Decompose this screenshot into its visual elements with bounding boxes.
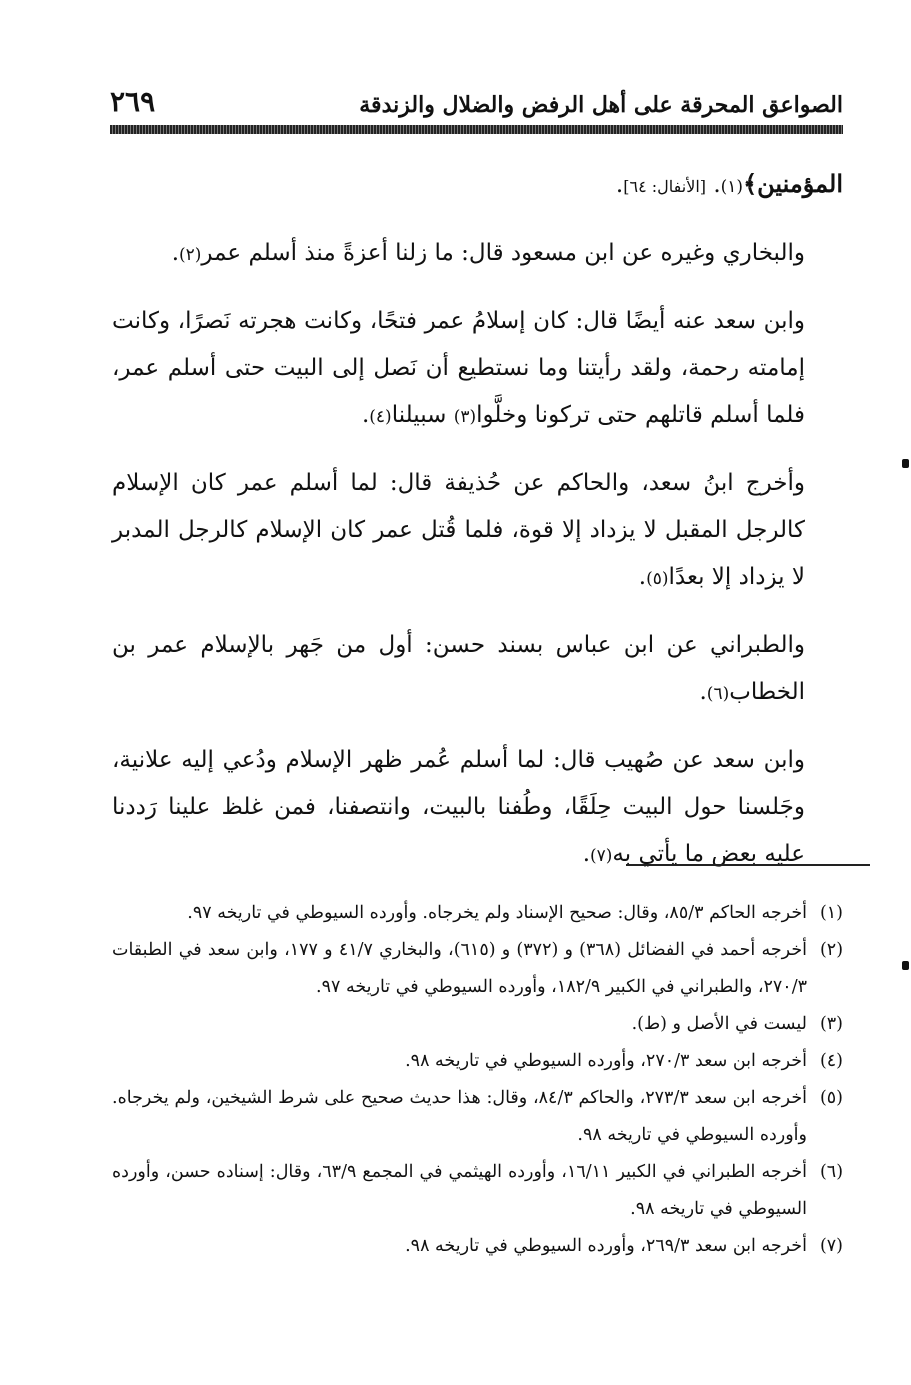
paragraph-text: وأخرج ابنُ سعد، والحاكم عن حُذيفة قال: لما أسلم عمر كان الإسلام كالرجل المقبل لا يزداد إلا قوة، فلما قُتل عمر كان الإسلام كالرجل المدبر لا يزداد إلا بعدًا [112, 470, 805, 590]
paragraph-text: وابن سعد عن صُهيب قال: لما أسلم عُمر ظهر الإسلام ودُعي إليه علانية، وجَلسنا حول البيت حِلَقًا، وطُفنا بالبيت، وانتصفنا، فمن غلظ علينا رَددنا عليه بعض ما يأتي به [112, 747, 805, 867]
footnote-marker: (٢) [179, 245, 202, 265]
footnote-marker: (٧) [590, 846, 613, 866]
paragraph [112, 460, 843, 603]
verse-reference: [الأنفال: ٦٤] [623, 177, 707, 196]
footnote [112, 1154, 843, 1228]
footnote-text: أخرجه ابن سعد ٢٧٣/٣، والحاكم ٨٤/٣، وقال: هذا حديث صحيح على شرط الشيخين، ولم يخرجاه. وأورده السيوطي في تاريخه ٩٨. [112, 1088, 807, 1145]
footnote-marker: (٥) [646, 569, 669, 589]
paragraph-text: والبخاري وغيره عن ابن مسعود قال: ما زلنا أعزةً منذ أسلم عمر [201, 240, 805, 266]
footnote-marker: (١) [720, 177, 744, 197]
footnote-text: أخرجه ابن سعد ٢٧٠/٣، وأورده السيوطي في تاريخه ٩٨. [405, 1051, 807, 1071]
paragraph [112, 298, 843, 441]
footnote-number: (٢) [819, 940, 844, 960]
paragraph [112, 230, 843, 279]
footnote [112, 1228, 843, 1265]
footnote-marker: (٤) [369, 407, 392, 427]
margin-mark [902, 961, 909, 970]
punctuation: . [638, 564, 647, 590]
punctuation: . [582, 841, 590, 867]
footnote [112, 1006, 843, 1043]
footnote [112, 1043, 843, 1080]
footnote [112, 895, 843, 932]
punctuation: . [615, 172, 624, 198]
paragraph-text: وابن سعد عنه أيضًا قال: كان إسلامُ عمر فتحًا، وكانت هجرته نَصرًا، وكانت إمامته رحمة، ولقد رأيتنا وما نستطيع أن نَصل إلى البيت حتى أسلم عمر، فلما أسلم قاتلهم حتى تركونا وخلَّوا [112, 308, 805, 428]
running-title: الصواعق المحرقة على أهل الرفض والضلال والزندقة [359, 92, 843, 118]
paragraph-text: سبيلنا [391, 402, 454, 428]
punctuation: . [171, 240, 179, 266]
footnote-number: (٧) [819, 1236, 843, 1256]
footnote-marker: (٦) [706, 684, 730, 704]
page-header [110, 78, 843, 118]
page-number: ٢٦٩ [110, 85, 156, 118]
quran-verse-end: المؤمنين﴾ [743, 169, 843, 198]
footnote-number: (٥) [819, 1088, 843, 1108]
footnote-text: أخرجه الطبراني في الكبير ١٦/١١، وأورده الهيثمي في المجمع ٦٣/٩، وقال: إسناده حسن، وأورده السيوطي في تاريخه ٩٨. [112, 1162, 808, 1219]
footnote-number: (١) [819, 903, 843, 923]
footnote [112, 932, 843, 1006]
opening-line [112, 160, 843, 211]
punctuation: . [699, 679, 707, 705]
footnote-text: أخرجه أحمد في الفضائل (٣٦٨) و (٣٧٢) و (٦١٥)، والبخاري ٤١/٧ و ١٧٧، وابن سعد في الطبقات ٢٧٠/٣، والطبراني في الكبير ١٨٢/٩، وأورده السيوطي في تاريخه ٩٧. [112, 940, 808, 997]
footnotes [112, 895, 843, 1265]
footnote-text: أخرجه ابن سعد ٢٦٩/٣، وأورده السيوطي في تاريخه ٩٨. [405, 1236, 807, 1256]
footnote-number: (٣) [819, 1014, 843, 1034]
footnote [112, 1080, 843, 1154]
paragraph [112, 622, 843, 718]
margin-mark [902, 459, 909, 468]
paragraph [112, 737, 843, 880]
footnote-text: ليست في الأصل و (ط). [631, 1014, 807, 1034]
paragraph-text: والطبراني عن ابن عباس بسند حسن: أول من جَهر بالإسلام عمر بن الخطاب [112, 632, 805, 705]
header-rule [110, 125, 843, 134]
footnote-separator [626, 864, 870, 866]
footnote-number: (٦) [819, 1162, 844, 1182]
punctuation: . [361, 402, 370, 428]
footnote-marker: (٣) [453, 407, 477, 427]
footnote-text: أخرجه الحاكم ٨٥/٣، وقال: صحيح الإسناد ولم يخرجاه. وأورده السيوطي في تاريخه ٩٧. [187, 903, 807, 923]
punctuation: . [706, 172, 721, 198]
main-text [112, 160, 843, 899]
footnote-number: (٤) [819, 1051, 843, 1071]
